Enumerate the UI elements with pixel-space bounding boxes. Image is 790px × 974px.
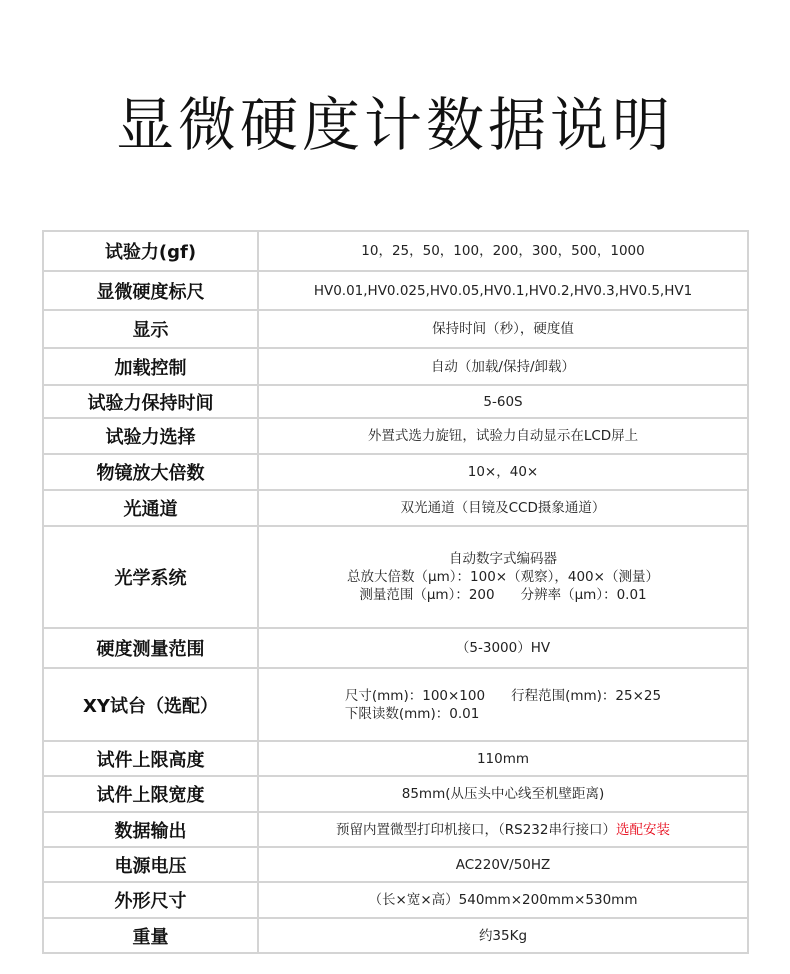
row-label: 电源电压 — [43, 847, 258, 882]
row-label: 试件上限宽度 — [43, 776, 258, 812]
row-value: HV0.01,HV0.025,HV0.05,HV0.1,HV0.2,HV0.3,HV0.5,HV1 — [258, 271, 748, 310]
row-value — [258, 812, 748, 847]
row-label: XY试台（选配） — [43, 668, 258, 741]
row-label: 外形尺寸 — [43, 882, 258, 918]
table-row — [43, 348, 748, 385]
row-label: 试验力选择 — [43, 418, 258, 454]
table-row — [43, 628, 748, 668]
row-label: 试验力保持时间 — [43, 385, 258, 418]
row-label: 重量 — [43, 918, 258, 953]
row-label: 数据输出 — [43, 812, 258, 847]
table-row — [43, 526, 748, 628]
data-output-text: 预留内置微型打印机接口，（RS232串行接口） — [336, 821, 616, 838]
row-value: 10×，40× — [258, 454, 748, 490]
table-row — [43, 271, 748, 310]
optical-line: 总放大倍数（μm）：100×（观察），400×（测量） — [347, 569, 659, 585]
row-label: 显示 — [43, 310, 258, 348]
xy-line — [345, 687, 661, 705]
xy-stage-lines — [345, 687, 661, 723]
table-row — [43, 310, 748, 348]
row-label: 显微硬度标尺 — [43, 271, 258, 310]
measure-range: 测量范围（μm）：200 — [359, 587, 495, 603]
table-row — [43, 918, 748, 953]
table-row — [43, 490, 748, 526]
row-value — [258, 668, 748, 741]
row-value: 10，25，50，100，200，300，500，1000 — [258, 231, 748, 271]
row-value — [258, 526, 748, 628]
table-row — [43, 812, 748, 847]
row-value: 外置式选力旋钮，试验力自动显示在LCD屏上 — [258, 418, 748, 454]
spec-table — [42, 230, 749, 954]
table-row — [43, 741, 748, 776]
table-row — [43, 418, 748, 454]
row-value: 约35Kg — [258, 918, 748, 953]
row-value: （5-3000）HV — [258, 628, 748, 668]
resolution: 分辨率（μm）：0.01 — [520, 587, 647, 603]
row-label: 加载控制 — [43, 348, 258, 385]
row-value: 保持时间（秒），硬度值 — [258, 310, 748, 348]
row-value: （长×宽×高）540mm×200mm×530mm — [258, 882, 748, 918]
stage-reading: 下限读数(mm)：0.01 — [344, 705, 480, 722]
row-label: 硬度测量范围 — [43, 628, 258, 668]
stage-size: 尺寸(mm)：100×100 — [344, 687, 486, 704]
row-value: 自动（加载/保持/卸载） — [258, 348, 748, 385]
table-row — [43, 882, 748, 918]
page-title: 显微硬度计数据说明 — [115, 91, 674, 159]
row-value: 双光通道（目镜及CCD摄象通道） — [258, 490, 748, 526]
row-value: 5-60S — [258, 385, 748, 418]
stage-travel: 行程范围(mm)：25×25 — [511, 687, 662, 704]
optical-line — [347, 586, 659, 604]
table-row — [43, 385, 748, 418]
table-row — [43, 454, 748, 490]
row-label: 试验力(gf) — [43, 231, 258, 271]
row-value: 85mm(从压头中心线至机壁距离) — [258, 776, 748, 812]
table-row — [43, 776, 748, 812]
optional-install-note: 选配安装 — [615, 821, 670, 838]
optical-system-lines — [347, 550, 659, 604]
optical-line: 自动数字式编码器 — [449, 551, 557, 567]
row-label: 光学系统 — [43, 526, 258, 628]
row-label: 光通道 — [43, 490, 258, 526]
table-row — [43, 668, 748, 741]
row-label: 试件上限高度 — [43, 741, 258, 776]
row-label: 物镜放大倍数 — [43, 454, 258, 490]
row-value: 110mm — [258, 741, 748, 776]
table-row — [43, 231, 748, 271]
row-value: AC220V/50HZ — [258, 847, 748, 882]
table-row — [43, 847, 748, 882]
